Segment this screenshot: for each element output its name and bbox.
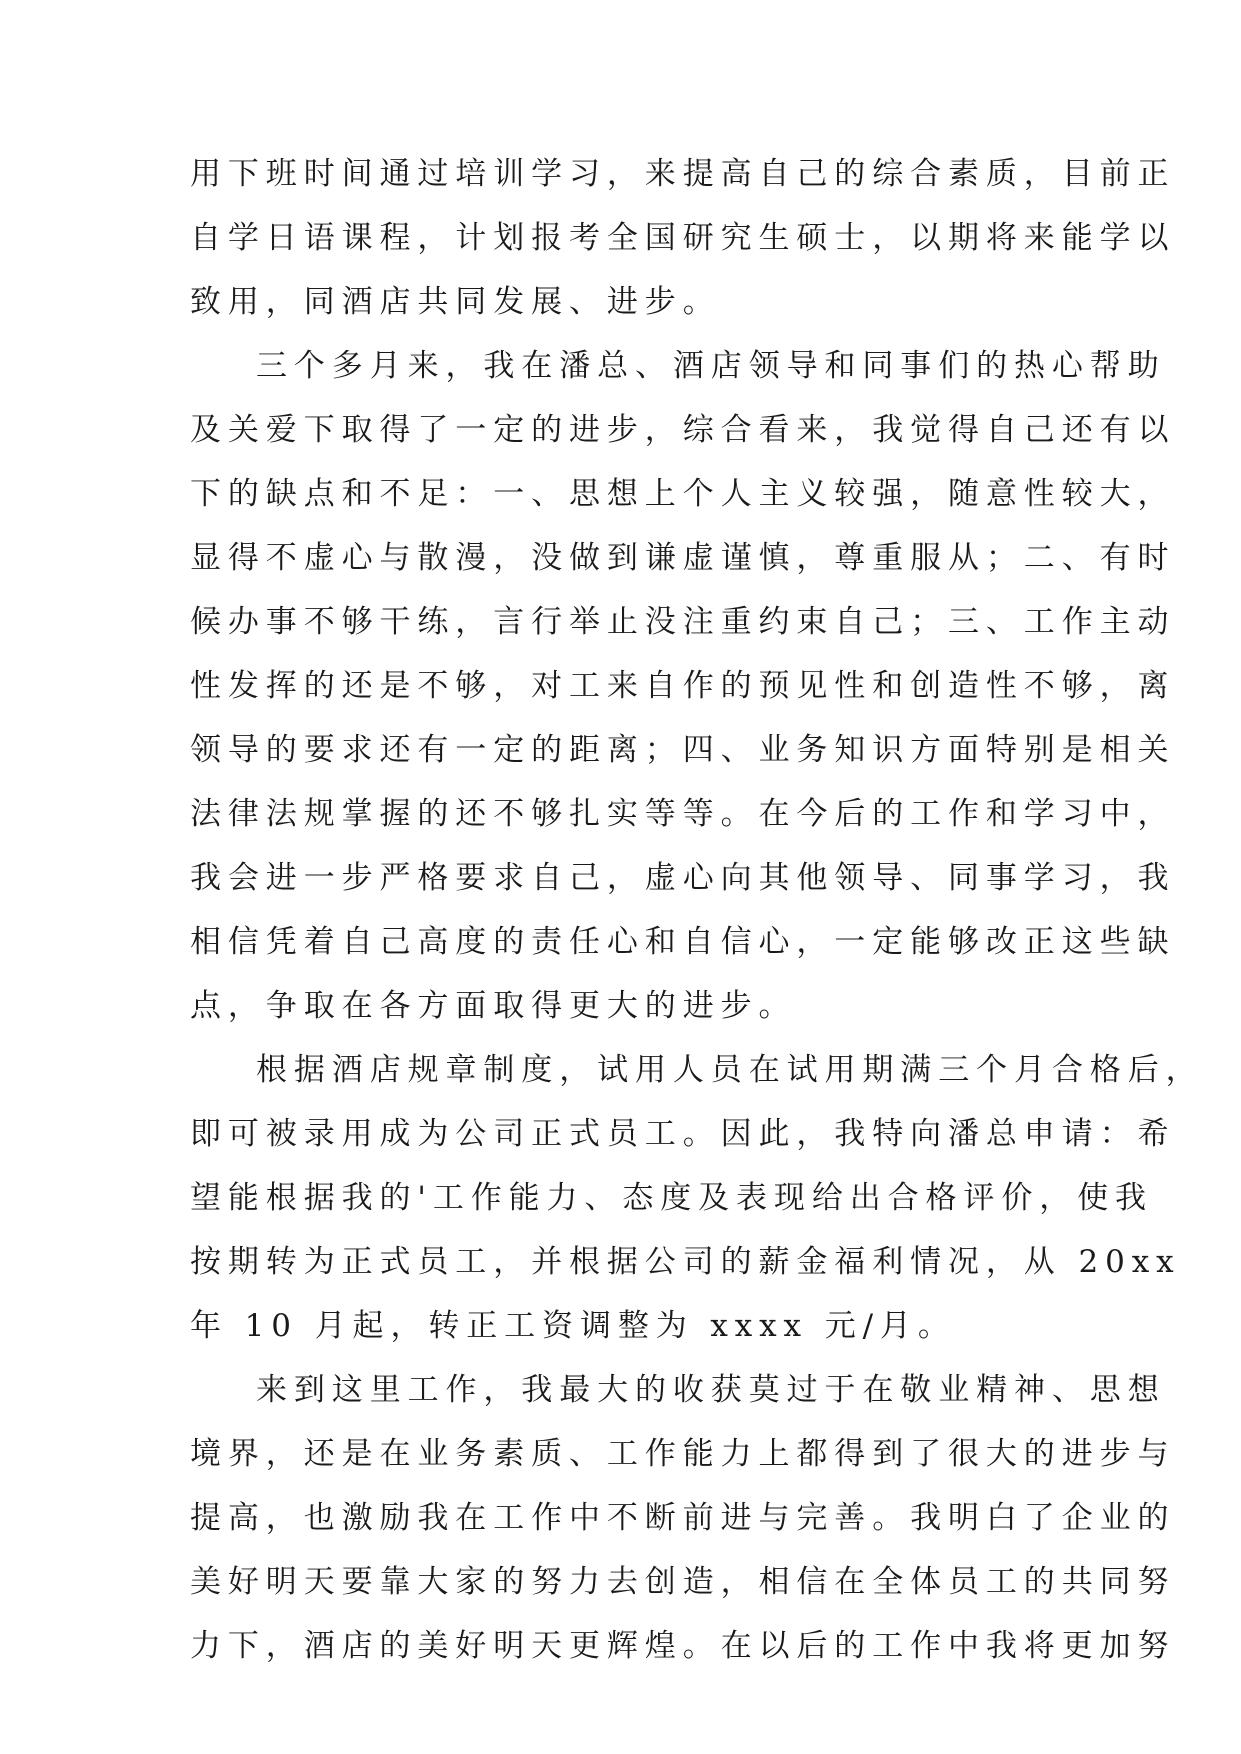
text-line: 我会进一步严格要求自己，虚心向其他领导、同事学习，我 [190, 860, 1176, 896]
text-line: 及关爱下取得了一定的进步，综合看来，我觉得自己还有以 [190, 412, 1176, 448]
text-line: 根据酒店规章制度，试用人员在试用期满三个月合格后， [256, 1052, 1204, 1088]
text-line: 三个多月来，我在潘总、酒店领导和同事们的热心帮助 [256, 348, 1166, 384]
text-line: 候办事不够干练，言行举止没注重约束自己；三、工作主动 [190, 604, 1176, 640]
text-line: 显得不虚心与散漫，没做到谦虚谨慎，尊重服从；二、有时 [190, 540, 1176, 576]
paragraph-3 [190, 1038, 1204, 1358]
text-line: 下的缺点和不足：一、思想上个人主义较强，随意性较大， [190, 476, 1176, 512]
text-line: 相信凭着自己高度的责任心和自信心，一定能够改正这些缺 [190, 924, 1176, 960]
text-line: 按期转为正式员工，并根据公司的薪金福利情况，从 20xx [190, 1244, 1181, 1280]
text-line: 即可被录用成为公司正式员工。因此，我特向潘总申请：希 [190, 1116, 1176, 1152]
text-line: 望能根据我的'工作能力、态度及表现给出合格评价，使我 [190, 1180, 1153, 1216]
text-line: 领导的要求还有一定的距离；四、业务知识方面特别是相关 [190, 732, 1176, 768]
text-line: 用下班时间通过培训学习，来提高自己的综合素质，目前正 [190, 156, 1176, 192]
paragraph-4 [190, 1358, 1176, 1678]
text-line: 力下，酒店的美好明天更辉煌。在以后的工作中我将更加努 [190, 1628, 1176, 1664]
text-line: 致用，同酒店共同发展、进步。 [190, 284, 721, 320]
text-line: 法律法规掌握的还不够扎实等等。在今后的工作和学习中， [190, 796, 1176, 832]
text-line: 提高，也激励我在工作中不断前进与完善。我明白了企业的 [190, 1500, 1176, 1536]
text-line: 点，争取在各方面取得更大的进步。 [190, 988, 797, 1024]
text-line: 来到这里工作，我最大的收获莫过于在敬业精神、思想 [256, 1372, 1166, 1408]
text-line: 自学日语课程，计划报考全国研究生硕士，以期将来能学以 [190, 220, 1176, 256]
document-page [190, 142, 1204, 1678]
text-line: 境界，还是在业务素质、工作能力上都得到了很大的进步与 [190, 1436, 1176, 1472]
text-line: 性发挥的还是不够，对工来自作的预见性和创造性不够，离 [190, 668, 1176, 704]
paragraph-1 [190, 142, 1176, 334]
text-line: 年 10 月起，转正工资调整为 xxxx 元/月。 [190, 1308, 956, 1344]
text-line: 美好明天要靠大家的努力去创造，相信在全体员工的共同努 [190, 1564, 1176, 1600]
paragraph-2 [190, 334, 1176, 1038]
